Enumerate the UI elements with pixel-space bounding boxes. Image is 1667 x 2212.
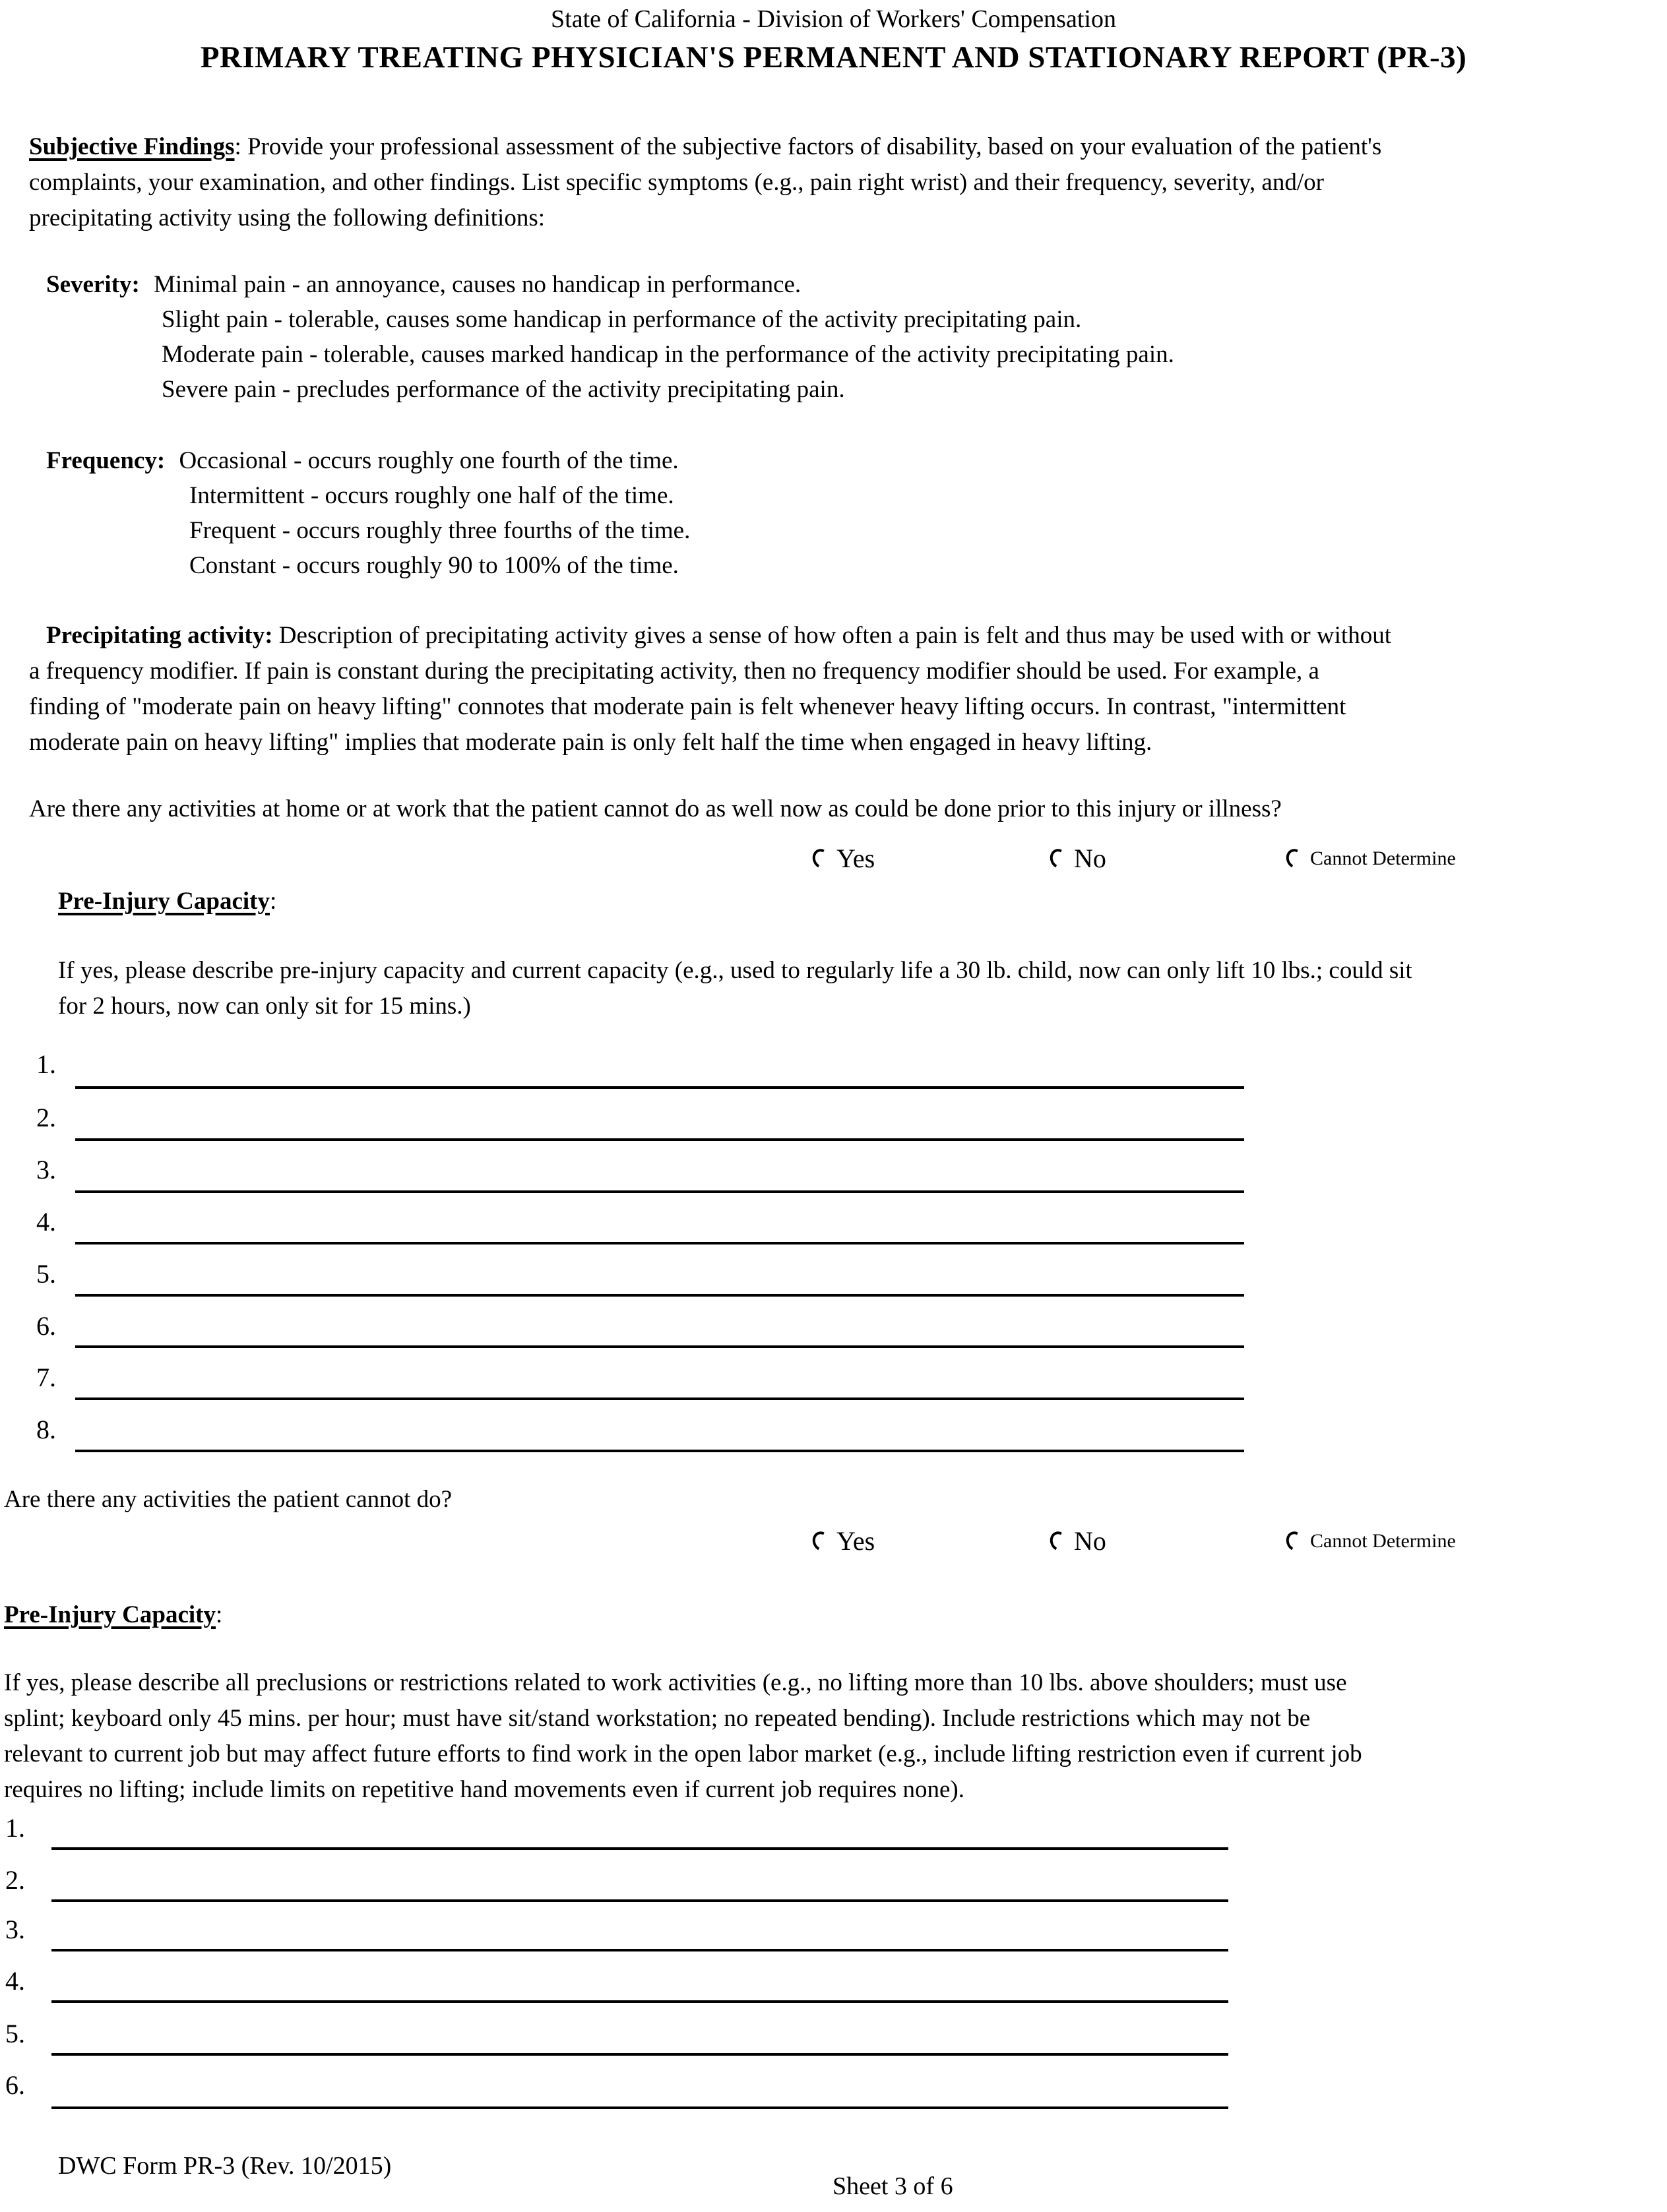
q2-answer-line-1[interactable] [51,1847,1228,1850]
radio-circle-icon [1048,846,1071,871]
severity-severe: Severe pain - precludes performance of the activity precipitating pain. [162,376,845,403]
q1-cannot-determine-radio[interactable]: Cannot Determine [1286,841,1456,876]
question-2-text: Are there any activities the patient cannot do? [4,1486,453,1513]
q2-line-number: 2. [5,1865,25,1895]
frequency-constant: Constant - occurs roughly 90 to 100% of the time. [189,552,679,579]
form-revision: DWC Form PR-3 (Rev. 10/2015) [58,2152,392,2180]
q1-no-radio[interactable]: No [1050,841,1106,876]
q2-answer-line-4[interactable] [51,2000,1228,2003]
q1-instructions: If yes, please describe pre-injury capacity and current capacity (e.g., used to regularly life a 30 lb. child, now can only lift 10 lbs.; could sit for 2 hours, now can only sit for 15 mins.) [58,957,1412,1020]
q1-answer-line-4[interactable] [75,1242,1244,1244]
q2-line-number: 5. [5,2019,25,2048]
q1-line-number: 3. [36,1155,56,1184]
form-title: PRIMARY TREATING PHYSICIAN'S PERMANENT AND STATIONARY REPORT (PR-3) [200,40,1467,75]
frequency-definitions: Frequency: Occasional - occurs roughly one fourth of the time. [46,447,679,474]
q1-answer-line-5[interactable] [75,1294,1244,1297]
q2-line-number: 4. [5,1966,25,1996]
frequency-frequent: Frequent - occurs roughly three fourths of the time. [189,517,691,544]
q1-answer-line-6[interactable] [75,1345,1244,1348]
q2-answer-line-2[interactable] [51,1899,1228,1902]
q1-line-number: 6. [36,1311,56,1341]
q1-line-number: 8. [36,1415,56,1444]
subjective-findings-intro: Subjective Findings: Provide your professional assessment of the subjective factors of disability, based on your evaluation of the patient's complaints, your examination, and other findings. List specific symptoms (e.g., pain right wrist) and their frequency, severity, and/or precipitating activity using the following definitions: [29,133,1382,231]
question-1-text: Are there any activities at home or at work that the patient cannot do as well now as could be done prior to this injury or illness? [29,795,1282,822]
q2-answer-line-6[interactable] [51,2106,1228,2109]
q1-line-number: 1. [36,1049,56,1079]
radio-circle-icon [1284,846,1307,871]
precipitating-label: Precipitating activity: [46,622,273,649]
q1-line-number: 5. [36,1259,56,1289]
q2-line-number: 3. [5,1915,25,1944]
frequency-intermittent: Intermittent - occurs roughly one half of the time. [189,482,674,509]
severity-moderate: Moderate pain - tolerable, causes marked handicap in the performance of the activity precipitating pain. [162,341,1174,368]
radio-circle-icon [1284,1529,1307,1553]
q1-line-number: 2. [36,1103,56,1132]
q1-answer-line-3[interactable] [75,1190,1244,1193]
q2-yes-radio[interactable]: Yes [813,1523,875,1559]
q1-answer-line-1[interactable] [75,1086,1244,1089]
frequency-label: Frequency: [46,447,166,474]
radio-circle-icon [810,846,833,871]
subjective-findings-label: Subjective Findings [29,133,235,160]
q2-line-number: 1. [5,1813,25,1843]
radio-circle-icon [1048,1529,1071,1553]
severity-label: Severity: [46,271,140,298]
q2-cannot-determine-radio[interactable]: Cannot Determine [1286,1523,1456,1559]
q2-answer-line-5[interactable] [51,2053,1228,2056]
q1-line-number: 4. [36,1207,56,1237]
agency-header: State of California - Division of Workers' Compensation [551,5,1116,33]
radio-circle-icon [810,1529,833,1553]
q1-yes-radio[interactable]: Yes [813,841,875,876]
precipitating-activity-paragraph: Precipitating activity: Description of precipitating activity gives a sense of how often a pain is felt and thus may be used with or without a frequency modifier. If pain is constant during the precipitating activity, then no frequency modifier should be used. For example, a finding of "moderate pain on heavy lifting" connotes that moderate pain is felt whenever heavy lifting occurs. In contrast, "intermittent moderate pain on heavy lifting" implies that moderate pain is only felt half the time when engaged in heavy lifting. [29,622,1391,756]
q1-line-number: 7. [36,1363,56,1392]
q1-answer-line-7[interactable] [75,1398,1244,1400]
q1-answer-line-8[interactable] [75,1450,1244,1452]
q1-answer-line-2[interactable] [75,1138,1244,1141]
pre-injury-capacity-heading-2: Pre-Injury Capacity: [4,1601,223,1628]
q2-answer-line-3[interactable] [51,1949,1228,1951]
pre-injury-capacity-heading-1: Pre-Injury Capacity: [58,888,277,915]
q2-line-number: 6. [5,2070,25,2100]
severity-slight: Slight pain - tolerable, causes some handicap in performance of the activity precipitating pain. [162,306,1082,333]
q2-instructions: If yes, please describe all preclusions or restrictions related to work activities (e.g., no lifting more than 10 lbs. above shoulders; must use splint; keyboard only 45 mins. per hour; must have sit/stand workstation; no repeated bending). Include restrictions which may not be relevant to current job but may affect future efforts to find work in the open labor market (e.g., include lifting restriction even if current job requires no lifting; include limits on repetitive hand movements even if current job requires none). [4,1669,1362,1803]
sheet-number: Sheet 3 of 6 [833,2172,953,2200]
severity-definitions: Severity: Minimal pain - an annoyance, causes no handicap in performance. [46,271,802,298]
q2-no-radio[interactable]: No [1050,1523,1106,1559]
